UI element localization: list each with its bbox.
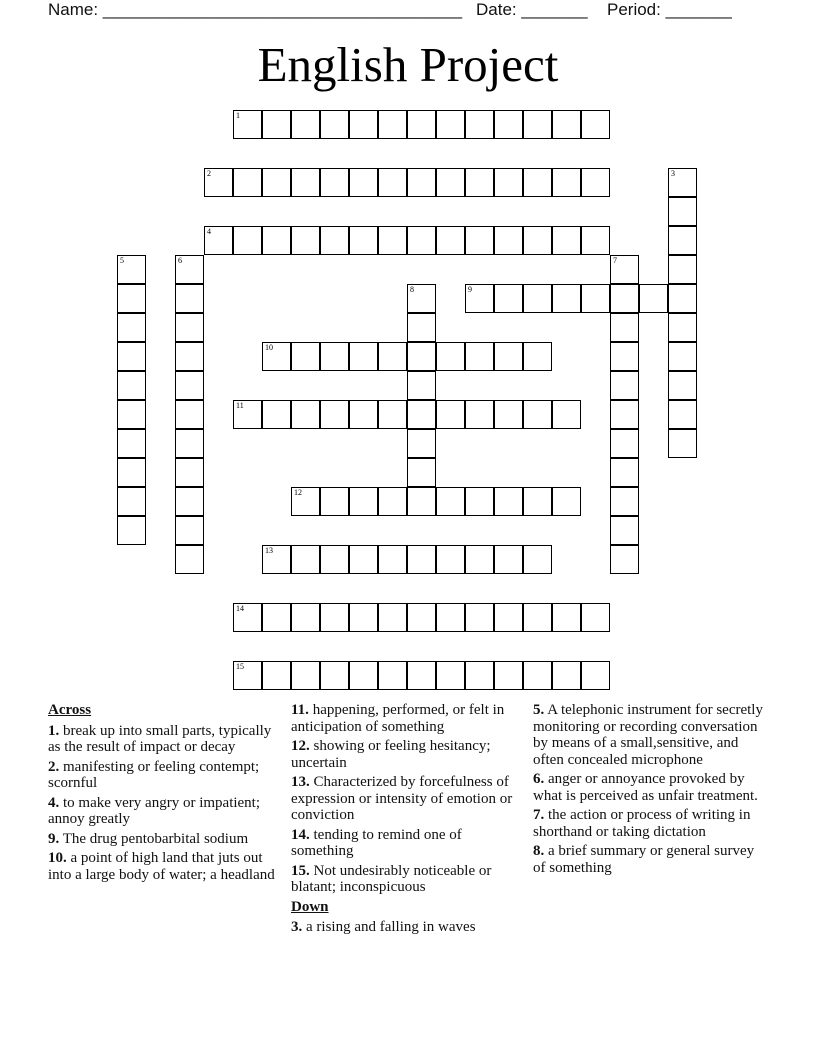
- grid-cell[interactable]: [262, 168, 291, 197]
- grid-cell[interactable]: [262, 226, 291, 255]
- clue-number: 12.: [291, 738, 310, 754]
- grid-cell[interactable]: [552, 400, 581, 429]
- grid-cell[interactable]: [407, 458, 436, 487]
- grid-cell[interactable]: [320, 168, 349, 197]
- grid-cell[interactable]: [291, 487, 320, 516]
- grid-cell[interactable]: [320, 487, 349, 516]
- grid-cell[interactable]: [407, 110, 436, 139]
- grid-cell[interactable]: [233, 226, 262, 255]
- grid-cell[interactable]: [320, 226, 349, 255]
- grid-cell[interactable]: [175, 371, 204, 400]
- clue-number: 11.: [291, 702, 309, 718]
- grid-cell[interactable]: [378, 342, 407, 371]
- cell-number: 3: [671, 169, 675, 178]
- grid-cell[interactable]: [581, 226, 610, 255]
- grid-cell[interactable]: [291, 545, 320, 574]
- grid-cell[interactable]: [407, 429, 436, 458]
- name-field[interactable]: Name: ______________________________________: [48, 0, 463, 19]
- grid-cell[interactable]: [610, 429, 639, 458]
- grid-cell[interactable]: [494, 400, 523, 429]
- clue-text: A telephonic instrument for secretly monitoring or recording conversation by means of a small,sensitive, and often concealed microphone: [533, 702, 763, 768]
- cell-number: 9: [468, 285, 472, 294]
- cell-number: 1: [236, 111, 240, 120]
- grid-cell[interactable]: [349, 661, 378, 690]
- grid-cell[interactable]: [436, 110, 465, 139]
- grid-cell[interactable]: [581, 661, 610, 690]
- grid-cell[interactable]: [117, 429, 146, 458]
- grid-cell[interactable]: [668, 313, 697, 342]
- grid-cell[interactable]: [117, 313, 146, 342]
- grid-cell[interactable]: [668, 371, 697, 400]
- grid-cell[interactable]: [175, 400, 204, 429]
- clue-down-3: [291, 919, 527, 936]
- grid-cell[interactable]: [291, 603, 320, 632]
- cell-number: 2: [207, 169, 211, 178]
- grid-cell[interactable]: [175, 487, 204, 516]
- grid-cell[interactable]: [465, 284, 494, 313]
- grid-cell[interactable]: [320, 110, 349, 139]
- down-heading: Down: [291, 898, 329, 915]
- clue-text: manifesting or feeling contempt; scornful: [48, 758, 260, 791]
- grid-cell[interactable]: [465, 487, 494, 516]
- cell-number: 8: [410, 285, 414, 294]
- grid-cell[interactable]: [349, 545, 378, 574]
- grid-cell[interactable]: [117, 284, 146, 313]
- grid-cell[interactable]: [581, 168, 610, 197]
- grid-cell[interactable]: [552, 110, 581, 139]
- grid-cell[interactable]: [407, 226, 436, 255]
- grid-cell[interactable]: [494, 168, 523, 197]
- clue-across-4: [48, 795, 284, 828]
- grid-cell[interactable]: [378, 545, 407, 574]
- grid-cell[interactable]: [117, 342, 146, 371]
- grid-cell[interactable]: [175, 458, 204, 487]
- grid-cell[interactable]: [668, 284, 697, 313]
- clues-column-2: [291, 702, 527, 939]
- grid-cell[interactable]: [117, 255, 146, 284]
- clue-number: 9.: [48, 830, 60, 847]
- date-field[interactable]: Date: _______: [476, 0, 588, 19]
- grid-cell[interactable]: [610, 255, 639, 284]
- grid-cell[interactable]: [349, 168, 378, 197]
- grid-cell[interactable]: [581, 110, 610, 139]
- grid-cell[interactable]: [407, 284, 436, 313]
- grid-cell[interactable]: [117, 516, 146, 545]
- grid-cell[interactable]: [523, 545, 552, 574]
- cell-number: 15: [236, 662, 244, 671]
- grid-cell[interactable]: [262, 603, 291, 632]
- clue-down-6: [533, 771, 769, 804]
- grid-cell[interactable]: [378, 661, 407, 690]
- clue-text: break up into small parts, typically as the result of impact or decay: [48, 722, 272, 755]
- clue-down-5: [533, 702, 769, 768]
- grid-cell[interactable]: [610, 342, 639, 371]
- grid-cell[interactable]: [291, 342, 320, 371]
- grid-cell[interactable]: [233, 400, 262, 429]
- grid-cell[interactable]: [349, 487, 378, 516]
- grid-cell[interactable]: [291, 168, 320, 197]
- clue-text: Not undesirably noticeable or blatant; inconspicuous: [291, 862, 492, 895]
- grid-cell[interactable]: [436, 226, 465, 255]
- grid-cell[interactable]: [320, 661, 349, 690]
- grid-cell[interactable]: [465, 400, 494, 429]
- grid-cell[interactable]: [291, 110, 320, 139]
- grid-cell[interactable]: [523, 400, 552, 429]
- grid-cell[interactable]: [465, 342, 494, 371]
- clue-text: a brief summary or general survey of something: [533, 843, 755, 876]
- clue-number: 4.: [48, 794, 60, 811]
- grid-cell[interactable]: [668, 400, 697, 429]
- grid-cell[interactable]: [494, 603, 523, 632]
- grid-cell[interactable]: [175, 342, 204, 371]
- clue-text: showing or feeling hesitancy; uncertain: [291, 738, 491, 771]
- clue-across-10: [48, 850, 284, 883]
- grid-cell[interactable]: [233, 661, 262, 690]
- grid-cell[interactable]: [407, 342, 436, 371]
- grid-cell[interactable]: [552, 284, 581, 313]
- grid-cell[interactable]: [610, 487, 639, 516]
- grid-cell[interactable]: [320, 603, 349, 632]
- grid-cell[interactable]: [610, 545, 639, 574]
- grid-cell[interactable]: [407, 545, 436, 574]
- grid-cell[interactable]: [291, 661, 320, 690]
- grid-cell[interactable]: [175, 545, 204, 574]
- cell-number: 10: [265, 343, 273, 352]
- clue-number: 3.: [291, 919, 303, 935]
- cell-number: 13: [265, 546, 273, 555]
- clue-number: 10.: [48, 850, 67, 866]
- cell-number: 11: [236, 401, 244, 410]
- grid-cell[interactable]: [523, 603, 552, 632]
- grid-cell[interactable]: [552, 487, 581, 516]
- grid-cell[interactable]: [407, 313, 436, 342]
- clue-text: The drug pentobarbital sodium: [62, 830, 249, 847]
- cell-number: 7: [613, 256, 617, 265]
- grid-cell[interactable]: [523, 284, 552, 313]
- grid-cell[interactable]: [262, 342, 291, 371]
- grid-cell[interactable]: [465, 545, 494, 574]
- grid-cell[interactable]: [494, 284, 523, 313]
- grid-cell[interactable]: [204, 168, 233, 197]
- grid-cell[interactable]: [610, 371, 639, 400]
- grid-cell[interactable]: [262, 400, 291, 429]
- grid-cell[interactable]: [320, 400, 349, 429]
- clue-across-15: [291, 863, 527, 896]
- grid-cell[interactable]: [668, 342, 697, 371]
- clue-number: 6.: [533, 771, 545, 787]
- clue-across-11: [291, 702, 527, 735]
- page-title: English Project: [257, 37, 559, 92]
- grid-cell[interactable]: [552, 226, 581, 255]
- grid-cell[interactable]: [204, 226, 233, 255]
- clues-column-1: [48, 702, 284, 886]
- grid-cell[interactable]: [436, 342, 465, 371]
- grid-cell[interactable]: [117, 371, 146, 400]
- grid-cell[interactable]: [349, 603, 378, 632]
- cell-number: 4: [207, 227, 211, 236]
- cell-number: 12: [294, 488, 302, 497]
- clue-text: a point of high land that juts out into a large body of water; a headland: [48, 850, 275, 883]
- grid-cell[interactable]: [349, 110, 378, 139]
- grid-cell[interactable]: [610, 313, 639, 342]
- grid-cell[interactable]: [436, 661, 465, 690]
- grid-cell[interactable]: [610, 516, 639, 545]
- grid-cell[interactable]: [494, 487, 523, 516]
- clue-down-8: [533, 843, 769, 876]
- grid-cell[interactable]: [523, 168, 552, 197]
- clue-across-2: [48, 759, 284, 792]
- grid-cell[interactable]: [407, 603, 436, 632]
- grid-cell[interactable]: [668, 168, 697, 197]
- grid-cell[interactable]: [436, 168, 465, 197]
- clue-across-9: [48, 831, 284, 848]
- grid-cell[interactable]: [436, 487, 465, 516]
- grid-cell[interactable]: [407, 400, 436, 429]
- clue-text: a rising and falling in waves: [306, 919, 476, 935]
- clue-text: anger or annoyance provoked by what is perceived as unfair treatment.: [533, 771, 758, 804]
- clue-across-14: [291, 827, 527, 860]
- grid-cell[interactable]: [465, 168, 494, 197]
- grid-cell[interactable]: [610, 458, 639, 487]
- clue-text: Characterized by forcefulness of expression or intensity of emotion or conviction: [291, 774, 513, 823]
- grid-cell[interactable]: [407, 168, 436, 197]
- grid-cell[interactable]: [523, 110, 552, 139]
- grid-cell[interactable]: [552, 168, 581, 197]
- grid-cell[interactable]: [291, 400, 320, 429]
- grid-cell[interactable]: [581, 603, 610, 632]
- grid-cell[interactable]: [494, 110, 523, 139]
- grid-cell[interactable]: [349, 226, 378, 255]
- grid-cell[interactable]: [233, 168, 262, 197]
- grid-cell[interactable]: [291, 226, 320, 255]
- cell-number: 6: [178, 256, 182, 265]
- cell-number: 14: [236, 604, 244, 613]
- grid-cell[interactable]: [494, 342, 523, 371]
- grid-cell[interactable]: [262, 110, 291, 139]
- grid-cell[interactable]: [668, 226, 697, 255]
- grid-cell[interactable]: [436, 545, 465, 574]
- period-field[interactable]: Period: _______: [607, 0, 732, 19]
- grid-cell[interactable]: [175, 284, 204, 313]
- grid-cell[interactable]: [668, 255, 697, 284]
- grid-cell[interactable]: [407, 661, 436, 690]
- grid-cell[interactable]: [407, 371, 436, 400]
- grid-cell[interactable]: [117, 487, 146, 516]
- grid-cell[interactable]: [465, 661, 494, 690]
- grid-cell[interactable]: [465, 603, 494, 632]
- grid-cell[interactable]: [523, 661, 552, 690]
- clue-across-1: [48, 723, 284, 756]
- clue-text: tending to remind one of something: [291, 826, 462, 859]
- grid-cell[interactable]: [494, 545, 523, 574]
- clue-number: 13.: [291, 774, 310, 790]
- grid-cell[interactable]: [436, 603, 465, 632]
- grid-cell[interactable]: [320, 545, 349, 574]
- grid-cell[interactable]: [378, 168, 407, 197]
- clue-number: 7.: [533, 807, 545, 823]
- grid-cell[interactable]: [407, 487, 436, 516]
- grid-cell[interactable]: [175, 516, 204, 545]
- grid-cell[interactable]: [233, 110, 262, 139]
- grid-cell[interactable]: [262, 661, 291, 690]
- grid-cell[interactable]: [581, 284, 610, 313]
- clue-number: 2.: [48, 758, 60, 775]
- grid-cell[interactable]: [233, 603, 262, 632]
- clue-number: 15.: [291, 862, 310, 879]
- grid-cell[interactable]: [117, 400, 146, 429]
- across-heading: Across: [48, 702, 92, 718]
- grid-cell[interactable]: [378, 400, 407, 429]
- grid-cell[interactable]: [175, 429, 204, 458]
- grid-cell[interactable]: [117, 458, 146, 487]
- grid-cell[interactable]: [523, 226, 552, 255]
- clue-number: 5.: [533, 702, 545, 718]
- clue-number: 8.: [533, 843, 545, 859]
- grid-cell[interactable]: [552, 661, 581, 690]
- grid-cell[interactable]: [523, 487, 552, 516]
- grid-cell[interactable]: [378, 226, 407, 255]
- clue-number: 14.: [291, 826, 310, 843]
- grid-cell[interactable]: [378, 110, 407, 139]
- grid-cell[interactable]: [668, 429, 697, 458]
- grid-cell[interactable]: [494, 661, 523, 690]
- clue-text: the action or process of writing in shorthand or taking dictation: [533, 807, 751, 840]
- grid-cell[interactable]: [465, 110, 494, 139]
- clue-text: happening, performed, or felt in anticipation of something: [291, 702, 505, 735]
- grid-cell[interactable]: [175, 255, 204, 284]
- grid-cell[interactable]: [378, 487, 407, 516]
- clue-number: 1.: [48, 722, 60, 739]
- grid-cell[interactable]: [175, 313, 204, 342]
- grid-cell[interactable]: [639, 284, 668, 313]
- grid-cell[interactable]: [320, 342, 349, 371]
- grid-cell[interactable]: [668, 197, 697, 226]
- grid-cell[interactable]: [523, 342, 552, 371]
- grid-cell[interactable]: [436, 400, 465, 429]
- grid-cell[interactable]: [349, 400, 378, 429]
- clue-across-13: [291, 774, 527, 824]
- grid-cell[interactable]: [552, 603, 581, 632]
- grid-cell[interactable]: [349, 342, 378, 371]
- grid-cell[interactable]: [610, 284, 639, 313]
- grid-cell[interactable]: [262, 545, 291, 574]
- grid-cell[interactable]: [378, 603, 407, 632]
- cell-number: 5: [120, 256, 124, 265]
- grid-cell[interactable]: [494, 226, 523, 255]
- clues-column-3: [533, 702, 769, 879]
- grid-cell[interactable]: [610, 400, 639, 429]
- clue-text: to make very angry or impatient; annoy greatly: [48, 794, 261, 827]
- clue-down-7: [533, 807, 769, 840]
- grid-cell[interactable]: [465, 226, 494, 255]
- clue-across-12: [291, 738, 527, 771]
